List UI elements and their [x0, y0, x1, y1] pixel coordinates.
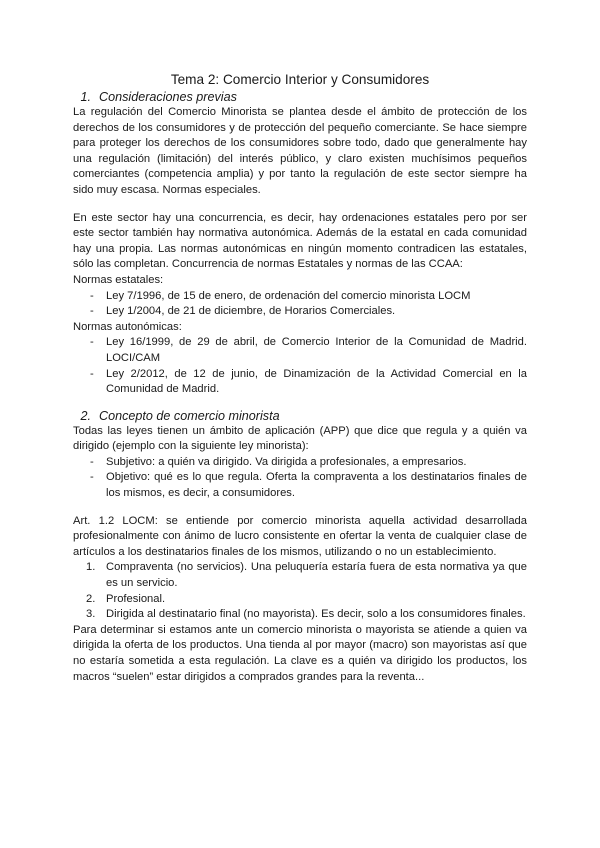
- list-item: - Ley 2/2012, de 12 de junio, de Dinamización de la Actividad Comercial en la Comunidad de Madrid.: [90, 367, 527, 396]
- document-title: Tema 2: Comercio Interior y Consumidores: [170, 72, 430, 87]
- dash-bullet: -: [90, 471, 94, 484]
- section-number-2: 2.: [80, 408, 91, 423]
- dash-bullet: -: [90, 289, 94, 302]
- label-normas-autonomicas: Normas autonómicas:: [73, 320, 182, 333]
- section-number-1: 1.: [80, 90, 91, 104]
- list-normas-estatales: [73, 289, 527, 320]
- list-requisitos: [73, 560, 527, 622]
- paragraph-mayorista: Para determinar si estamos ante un comercio minorista o mayorista se atiende a quien va dirigida la oferta de los productos. Una tienda al por mayor (macro) son mayoristas así que no estaría sometida a esta regulación. La clave es a quién va dirigido los productos, los macros “suelen” estar dirigidos a comprados grandes para la reventa...: [73, 623, 527, 683]
- list-item: - Ley 16/1999, de 29 de abril, de Comercio Interior de la Comunidad de Madrid. LOCI/CAM: [90, 336, 527, 364]
- section-heading-1: [73, 89, 527, 105]
- document-page: [73, 71, 527, 685]
- dash-bullet: -: [90, 455, 94, 468]
- label-normas-estatales: Normas estatales:: [73, 273, 164, 286]
- list-ambito: [73, 455, 527, 502]
- list-item: - Subjetivo: a quién va dirigido. Va dirigida a profesionales, a empresarios.: [73, 455, 527, 471]
- section-title-2: Concepto de comercio minorista: [99, 408, 280, 423]
- item-number: 1.: [86, 561, 96, 574]
- list-item: 2. Profesional.: [73, 592, 527, 608]
- paragraph-ambito: Todas las leyes tienen un ámbito de aplicación (APP) que dice que regula y a quién va dirigido (ejemplo con la siguiente ley minorista):: [73, 424, 527, 453]
- section-title-1: Consideraciones previas: [99, 90, 237, 104]
- item-number: 2.: [86, 592, 96, 605]
- dash-bullet: -: [90, 305, 94, 318]
- paragraph-concurrencia: En este sector hay una concurrencia, es decir, hay ordenaciones estatales pero por ser este sector también hay normativa autonómica. Además de la estatal en cada comunidad hay una propia. Las normas autonómicas en ningún momento contradicen las estatales, sólo las completan. Concurrencia de normas Estatales y normas de las CCAA:: [73, 211, 527, 271]
- list-item: - Ley 1/2004, de 21 de diciembre, de Horarios Comerciales.: [73, 304, 527, 320]
- list-item: - Objetivo: qué es lo que regula. Oferta la compraventa a los destinatarios finales de los mismos, es decir, a consumidores.: [90, 471, 527, 500]
- list-normas-autonomicas: [73, 335, 527, 397]
- paragraph-art-1-2: Art. 1.2 LOCM: se entiende por comercio minorista aquella actividad desarrollada profesionalmente con ánimo de lucro consistente en ofertar la venta de cualquier clase de artículos a los destinatarios finales de los mismos, utilizando o no un establecimiento.: [73, 514, 527, 558]
- item-number: 3.: [86, 608, 96, 621]
- dash-bullet: -: [90, 336, 94, 349]
- dash-bullet: -: [90, 367, 94, 380]
- list-item: 1. Compraventa (no servicios). Una peluquería estaría fuera de esta normativa ya que es un servicio.: [86, 561, 527, 590]
- list-item: 3. Dirigida al destinatario final (no mayorista). Es decir, solo a los consumidores finales.: [73, 607, 527, 623]
- paragraph-regulacion: La regulación del Comercio Minorista se plantea desde el ámbito de protección de los derechos de los consumidores y de protección del pequeño comerciante. Se hace siempre para proteger los derechos de los consumidores sobre todo, dado que generalmente hay una regulación (limitación) del interés público, y claro existen muchísimos pequeños comerciantes (competencia amplia) y por tanto la regulación de este sector siempre ha sido muy escasa. Normas especiales.: [73, 106, 527, 196]
- section-heading-2: [73, 408, 527, 424]
- list-item: - Ley 7/1996, de 15 de enero, de ordenación del comercio minorista LOCM: [73, 289, 527, 305]
